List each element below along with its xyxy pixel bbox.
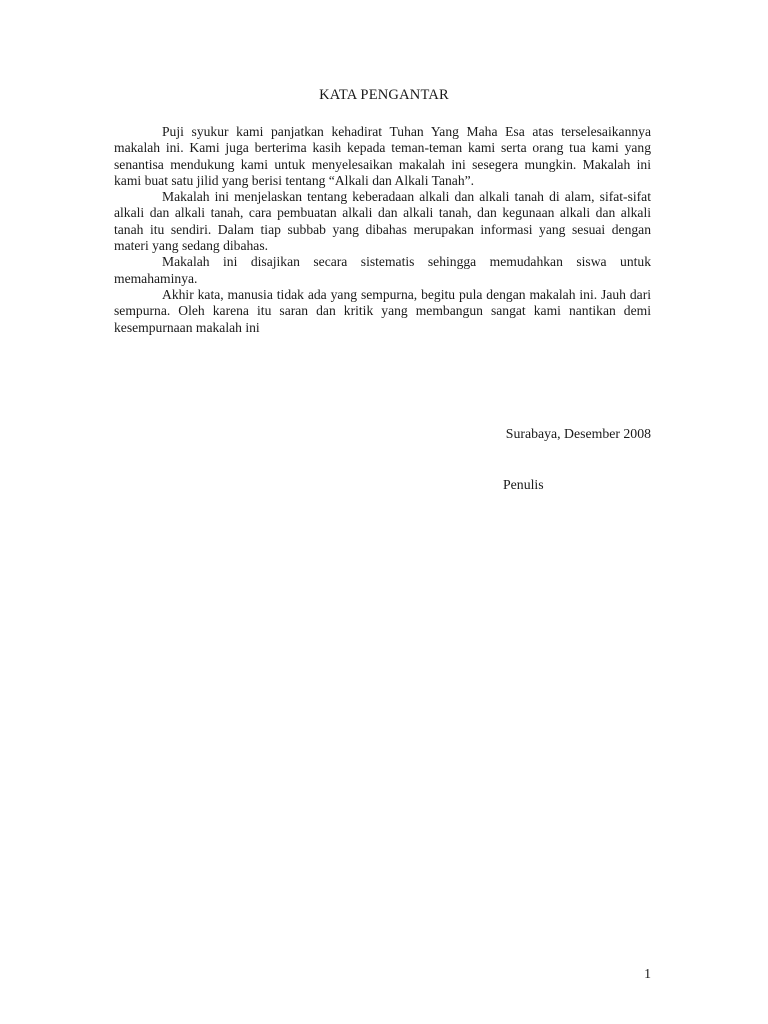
- paragraph-4: Akhir kata, manusia tidak ada yang sempurna, begitu pula dengan makalah ini. Jauh dari sempurna. Oleh karena itu saran dan kritik yang membangun sangat kami nantikan demi kesempurnaan makalah ini: [114, 286, 651, 335]
- page-number: 1: [644, 966, 651, 981]
- body-text: [114, 124, 651, 336]
- place-date: Surabaya, Desember 2008: [505, 426, 651, 441]
- paragraph-3: Makalah ini disajikan secara sistematis sehingga memudahkan siswa untuk memahaminya.: [114, 254, 651, 286]
- page-title: KATA PENGANTAR: [319, 87, 449, 103]
- paragraph-1: Puji syukur kami panjatkan kehadirat Tuhan Yang Maha Esa atas terselesaikannya makalah ini. Kami juga berterima kasih kepada teman-teman kami serta orang tua kami yang senantisa mendukung kami untuk menyelesaikan makalah ini sesegera mungkin. Makalah ini kami buat satu jilid yang berisi tentang “Alkali dan Alkali Tanah”.: [114, 124, 651, 188]
- paragraph-2: Makalah ini menjelaskan tentang keberadaan alkali dan alkali tanah di alam, sifat-sifat alkali dan alkali tanah, cara pembuatan alkali dan alkali tanah, dan kegunaan alkali dan alkali tanah itu sendiri. Dalam tiap subbab yang dibahas merupakan informasi yang sesuai dengan materi yang sedang dibahas.: [114, 189, 651, 254]
- writer-signature: Penulis: [503, 477, 544, 492]
